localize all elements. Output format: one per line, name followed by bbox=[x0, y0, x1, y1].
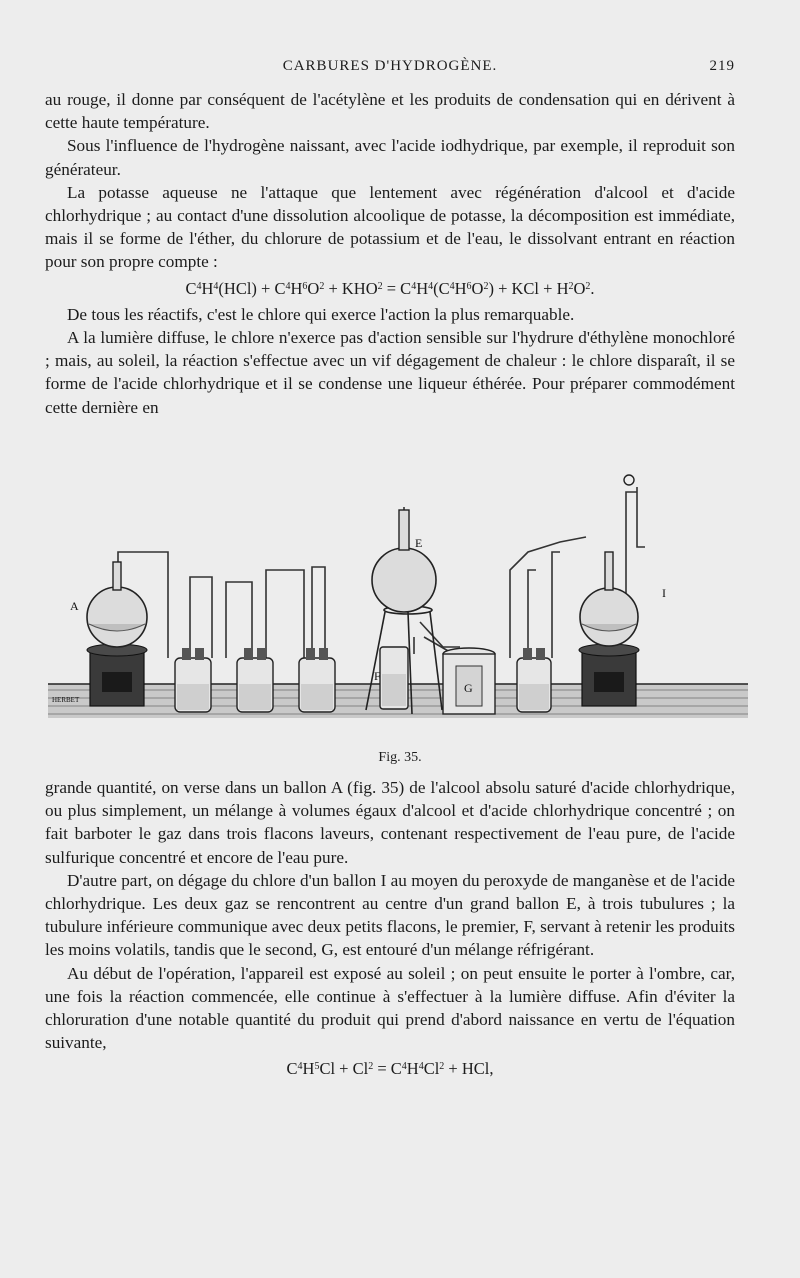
apparatus-figure bbox=[40, 462, 760, 747]
equation-chlorination: $C^4H^5Cl + Cl^2 = C^4H^4Cl^2$ + HCl, bbox=[286, 1059, 494, 1079]
equation-potash: $C^4H^4(HCl) + C^4H^6O^2 + KHO^2 = C^4H^4(C^4H^6O^2)$ + KCl + $H^2O^2$. bbox=[185, 278, 595, 298]
paragraph: Au début de l'opération, l'appareil est exposé au soleil ; on peut ensuite le porter à l'ombre, car, une fois la réaction commencée, elle continue à s'effectuer à la lumière diffuse. Afin d'éviter la chloruration d'une notable quantité du produit qui prend d'abord naissance en vertu de l'équation suivante, bbox=[45, 963, 735, 1053]
page-number: 219 bbox=[709, 58, 735, 74]
text-block-top bbox=[45, 88, 735, 419]
paragraph: au rouge, il donne par conséquent de l'acétylène et les produits de condensation qui en dérivent à cette haute température. bbox=[45, 90, 735, 133]
label-a: A bbox=[70, 599, 79, 613]
engraver-signature: HERBET bbox=[52, 696, 80, 704]
paragraph: A la lumière diffuse, le chlore n'exerce pas d'action sensible sur l'hydrure d'éthylène monochloré ; mais, au soleil, la réaction s'effectue avec un vif dégagement de chaleur : le chlore disparaît, il se forme de l'acide chlorhydrique et il se condense une liqueur éthérée. Pour préparer commodément cette dernière en bbox=[45, 328, 735, 417]
paragraph: La potasse aqueuse ne l'attaque que lentement avec régénération d'alcool et d'acide chlorhydrique ; au contact d'une dissolution alcoolique de potasse, la décomposition est immédiate, mais il se forme de l'éther, du chlorure de potassium et de l'eau, le dissolvant entrant en réaction pour son propre compte : bbox=[45, 182, 735, 272]
label-i: I bbox=[662, 586, 666, 600]
running-title: CARBURES D'HYDROGÈNE. bbox=[282, 58, 498, 74]
label-g: G bbox=[464, 681, 473, 695]
page-header bbox=[45, 58, 735, 84]
text-block-bottom bbox=[45, 776, 735, 1084]
label-e: E bbox=[415, 536, 423, 550]
paragraph: grande quantité, on verse dans un ballon A (fig. 35) de l'alcool absolu saturé d'acide chlorhydrique, ou plus simplement, un mélange à volumes égaux d'alcool et d'acide chlorhydrique concentré ; on fait barboter le gaz dans trois flacons laveurs, contenant respectivement de l'eau pure, de l'acide sulfurique concentré et encore de l'eau pure. bbox=[45, 778, 735, 867]
paragraph: Sous l'influence de l'hydrogène naissant, avec l'acide iodhydrique, par exemple, il reproduit son générateur. bbox=[45, 136, 735, 179]
label-f: F bbox=[374, 669, 381, 683]
figure-caption: Fig. 35. bbox=[378, 750, 422, 765]
paragraph: D'autre part, on dégage du chlore d'un ballon I au moyen du peroxyde de manganèse et de l'acide chlorhydrique. Les deux gaz se rencontrent au centre d'un grand ballon E, à trois tubulures ; la tubulure inférieure communique avec deux petits flacons, le premier, F, servant à retenir les produits les moins volatils, tandis que le second, G, est entouré d'un mélange réfrigérant. bbox=[45, 870, 735, 960]
paragraph: De tous les réactifs, c'est le chlore qui exerce l'action la plus remarquable. bbox=[67, 304, 575, 324]
